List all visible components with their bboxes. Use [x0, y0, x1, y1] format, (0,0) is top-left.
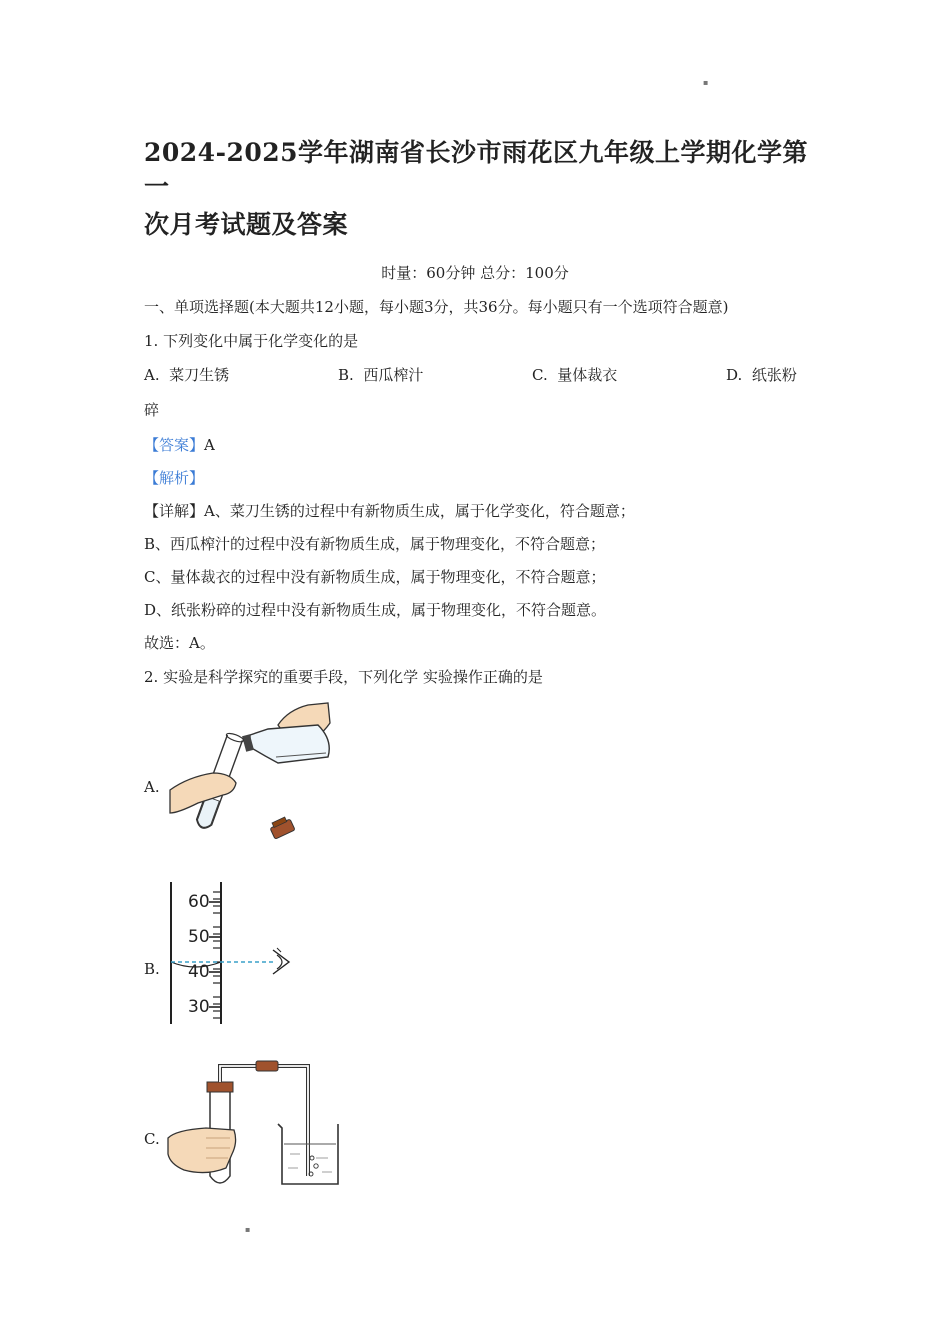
q1-option-c [532, 364, 617, 386]
bubbles [309, 1156, 318, 1176]
title-line-1: 2024-2025学年湖南省长沙市雨花区九年级上学期化学第一 [144, 138, 809, 201]
rubber-connector [256, 1061, 278, 1071]
q2-option-b-label: B. [144, 960, 160, 978]
tick-label-50: 50 [188, 927, 210, 947]
title-line-2: 次月考试题及答案 [144, 210, 349, 239]
q1-option-d-wrap: 碎 [144, 401, 160, 419]
q1-detail-a [144, 500, 635, 522]
q2-option-c-label: C. [144, 1130, 160, 1148]
q1-detail-d: D、纸张粉碎的过程中没有新物质生成，属于物理变化，不符合题意。 [144, 601, 607, 619]
q1-conclusion: 故选：A。 [144, 634, 215, 652]
option-label: B. [338, 366, 354, 384]
tube-stopper [207, 1082, 233, 1092]
q1-detail-b: B、西瓜榨汁的过程中没有新物质生成，属于物理变化，不符合题意； [144, 535, 606, 553]
answer-value: A [204, 436, 215, 454]
option-text: 纸张粉 [751, 366, 797, 384]
q1-answer [144, 434, 215, 456]
exam-info: 时量：60分钟 总分：100分 [381, 264, 569, 282]
pouring-liquid-figure [168, 695, 368, 850]
option-label: C. [532, 366, 548, 384]
tick-label-60: 60 [188, 892, 210, 912]
q1-option-a [144, 364, 229, 386]
gas-tightness-figure [166, 1058, 346, 1188]
reagent-bottle [250, 725, 329, 763]
option-label: D. [726, 366, 743, 384]
detail-tag: 【详解】 [144, 502, 205, 520]
q1-detail-c: C、量体裁衣的过程中没有新物质生成，属于物理变化，不符合题意； [144, 568, 606, 586]
cylinder-major-ticks [209, 902, 221, 1007]
option-text: 量体裁衣 [557, 366, 618, 384]
option-text: 西瓜榨汁 [363, 366, 424, 384]
detail-text: A、菜刀生锈的过程中有新物质生成，属于化学变化，符合题意； [204, 502, 635, 520]
q1-stem: 1. 下列变化中属于化学变化的是 [144, 332, 359, 350]
tick-label-30: 30 [188, 997, 210, 1017]
option-text: 菜刀生锈 [169, 366, 230, 384]
cylinder-minor-ticks [213, 892, 221, 1018]
q2-stem: 2. 实验是科学探究的重要手段，下列化学 实验操作正确的是 [144, 668, 543, 686]
section-heading: 一、单项选择题(本大题共12小题，每小题3分，共36分。每小题只有一个选项符合题意) [144, 298, 729, 316]
option-label: A. [144, 366, 160, 384]
answer-tag: 【答案】 [144, 436, 205, 454]
holding-hand [168, 1128, 236, 1173]
q1-option-d [726, 364, 797, 386]
bottle-stopper [268, 815, 295, 839]
scan-dot: ▪ [245, 1225, 251, 1234]
cylinder-reading-figure [165, 880, 300, 1028]
q1-analysis-tag: 【解析】 [144, 469, 205, 487]
tick-label-40: 40 [188, 962, 210, 982]
q2-option-a-label: A. [144, 778, 160, 796]
eye-icon [273, 948, 289, 974]
q1-option-b [338, 364, 423, 386]
scan-dot: ▪ [703, 78, 709, 87]
